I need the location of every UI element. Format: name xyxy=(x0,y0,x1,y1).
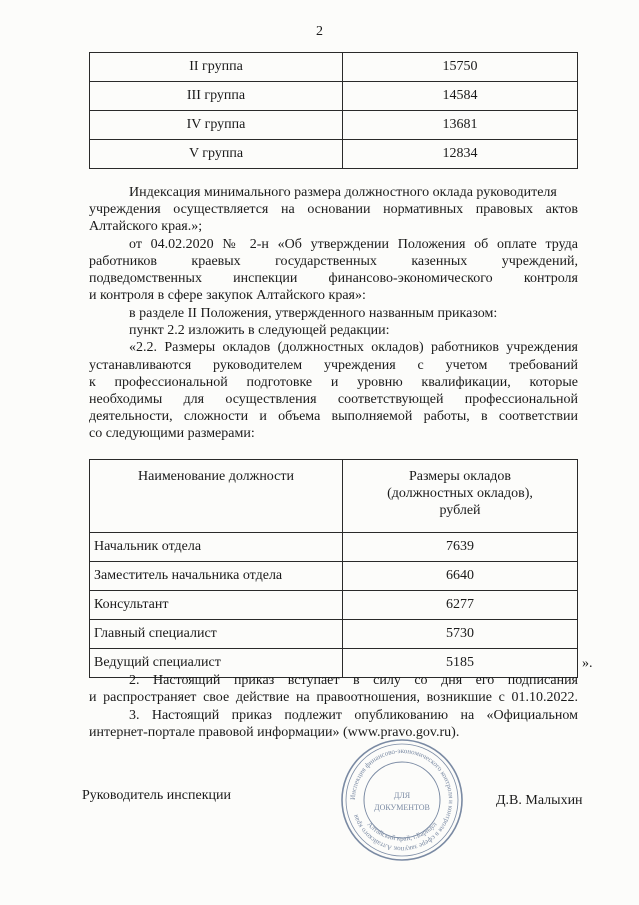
group-cell: III группа xyxy=(90,82,343,111)
paragraph-line: деятельности, сложности и объема выполняемой работы, в соответствии xyxy=(89,409,578,424)
header-position: Наименование должности xyxy=(90,460,343,533)
position-cell: Главный специалист xyxy=(90,620,343,649)
table-header-row xyxy=(90,460,578,533)
table-row xyxy=(90,620,578,649)
group-salary-table xyxy=(89,52,578,169)
paragraph-line: устанавливаются руководителем учреждения с учетом требований xyxy=(89,358,578,373)
table-row xyxy=(90,533,578,562)
value-cell: 12834 xyxy=(343,140,578,169)
stamp-bottom-text: Алтайский край, г.Барнаул xyxy=(365,820,439,843)
signature-name: Д.В. Малыхин xyxy=(496,793,583,808)
paragraph-line: Алтайского края.»; xyxy=(89,219,203,234)
paragraph-line: «2.2. Размеры окладов (должностных окладов) работников учреждения xyxy=(129,340,578,355)
position-cell: Ведущий специалист xyxy=(90,649,343,678)
paragraph-line: и распространяет свое действие на правоотношения, возникшие с 01.10.2022. xyxy=(89,690,578,705)
paragraph-line: интернет-портале правовой информации» (www.pravo.gov.ru). xyxy=(89,725,460,740)
paragraph-line: и контроля в сфере закупок Алтайского края»: xyxy=(89,288,366,303)
signature-title: Руководитель инспекции xyxy=(82,788,231,803)
salary-cell: 6640 xyxy=(343,562,578,591)
paragraph-line: 2. Настоящий приказ вступает в силу со дня его подписания xyxy=(129,673,578,688)
header-salary-line: Размеры окладов xyxy=(408,469,512,484)
stamp-center-line: ДЛЯ xyxy=(393,791,411,800)
position-cell: Консультант xyxy=(90,591,343,620)
position-cell: Заместитель начальника отдела xyxy=(90,562,343,591)
paragraph-line: 3. Настоящий приказ подлежит опубликованию на «Официальном xyxy=(129,708,578,723)
table-row xyxy=(90,111,578,140)
paragraph-line: пункт 2.2 изложить в следующей редакции: xyxy=(129,323,390,338)
header-salary-line: рублей xyxy=(439,503,481,518)
header-salary-line: (должностных окладов), xyxy=(387,486,533,501)
salary-cell: 7639 xyxy=(343,533,578,562)
table-row xyxy=(90,82,578,111)
value-cell: 14584 xyxy=(343,82,578,111)
salary-cell: 5730 xyxy=(343,620,578,649)
table-row xyxy=(90,140,578,169)
stamp-center-line: ДОКУМЕНТОВ xyxy=(374,803,430,812)
paragraph-line: со следующими размерами: xyxy=(89,426,255,441)
position-salary-table xyxy=(89,459,578,678)
group-cell: IV группа xyxy=(90,111,343,140)
paragraph-line: к профессиональной подготовке и уровню квалификации, которые xyxy=(89,375,578,390)
table-row xyxy=(90,591,578,620)
paragraph-line: Индексация минимального размера должностного оклада руководителя xyxy=(129,185,557,200)
table-row xyxy=(90,53,578,82)
paragraph-line: в разделе II Положения, утвержденного названным приказом: xyxy=(129,306,498,321)
closing-quote: ». xyxy=(582,656,593,671)
salary-cell: 5185 xyxy=(343,649,578,678)
paragraph-line: учреждения осуществляется на основании нормативных правовых актов xyxy=(89,202,578,217)
group-cell: V группа xyxy=(90,140,343,169)
paragraph-line: подведомственных инспекции финансово-экономического контроля xyxy=(89,271,578,286)
table-row xyxy=(90,562,578,591)
stamp-ring-text: Инспекция финансово-экономического контроля и контроля в сфере закупок Алтайского края xyxy=(348,746,456,854)
official-stamp xyxy=(340,738,464,862)
salary-cell: 6277 xyxy=(343,591,578,620)
page-number: 2 xyxy=(316,24,323,39)
paragraph-line: от 04.02.2020 № 2-н «Об утверждении Положения об оплате труда xyxy=(129,237,578,252)
header-salary xyxy=(343,460,578,533)
value-cell: 13681 xyxy=(343,111,578,140)
value-cell: 15750 xyxy=(343,53,578,82)
paragraph-line: необходимы для осуществления соответствующей профессиональной xyxy=(89,392,578,407)
group-cell: II группа xyxy=(90,53,343,82)
position-cell: Начальник отдела xyxy=(90,533,343,562)
paragraph-line: работников краевых государственных казенных учреждений, xyxy=(89,254,578,269)
